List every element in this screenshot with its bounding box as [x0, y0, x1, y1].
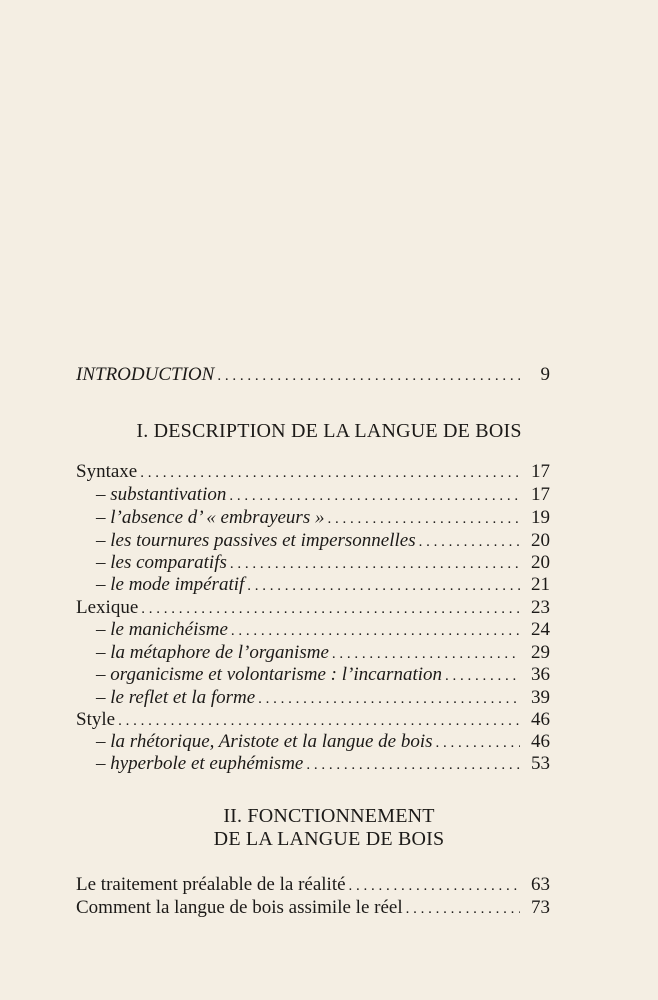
dot-leader — [141, 598, 520, 620]
toc-entry — [96, 530, 550, 553]
toc-entry-label: – l’absence d’ « embrayeurs » — [96, 507, 325, 528]
toc-entry-page-number: 36 — [531, 664, 550, 685]
toc-entry-page-number: 46 — [531, 709, 550, 730]
toc-entry-label: Syntaxe — [76, 461, 138, 482]
dot-leader — [217, 365, 520, 387]
dot-leader — [247, 575, 520, 597]
toc-entry-page-number: 20 — [531, 552, 550, 573]
part-two-heading-line2: DE LA LANGUE DE BOIS — [213, 828, 445, 850]
toc-entry — [76, 709, 550, 732]
toc-entry — [96, 664, 550, 687]
toc-entry-label: – le manichéisme — [96, 619, 228, 640]
toc-entry — [76, 874, 550, 897]
dot-leader — [349, 875, 520, 897]
toc-entry — [96, 552, 550, 575]
toc-entry-page-number: 53 — [531, 753, 550, 774]
part-two-heading-line1: II. FONCTIONNEMENT — [223, 805, 435, 827]
toc-entry-page-number: 29 — [531, 642, 550, 663]
toc-entry-page-number: 21 — [531, 574, 550, 595]
toc-entry-label: – la rhétorique, Aristote et la langue de bois — [96, 731, 433, 752]
dot-leader — [406, 898, 520, 920]
dot-leader — [118, 710, 520, 732]
toc-entry-label: – le reflet et la forme — [96, 687, 256, 708]
dot-leader — [327, 508, 520, 530]
toc-entry-page-number: 9 — [540, 364, 550, 385]
toc-entry-label: – la métaphore de l’organisme — [96, 642, 329, 663]
toc-entry — [76, 897, 550, 920]
toc-entry-page-number: 39 — [531, 687, 550, 708]
toc-entry-page-number: 73 — [531, 897, 550, 918]
toc-entry-label: – le mode impératif — [96, 574, 245, 595]
dot-leader — [229, 485, 520, 507]
toc-entry-label: – substantivation — [96, 484, 227, 505]
toc-entry-label: Le traitement préalable de la réalité — [76, 874, 346, 895]
toc-entry-label: – les comparatifs — [96, 552, 227, 573]
toc-entry-page-number: 46 — [531, 731, 550, 752]
toc-entry — [96, 753, 550, 776]
dot-leader — [306, 754, 520, 776]
dot-leader — [230, 553, 520, 575]
toc-entry — [96, 507, 550, 530]
toc-entry — [96, 687, 550, 710]
toc-entry-page-number: 20 — [531, 530, 550, 551]
toc-entry-introduction — [76, 364, 550, 387]
dot-leader — [436, 732, 520, 754]
dot-leader — [231, 620, 520, 642]
toc-entry — [76, 461, 550, 484]
dot-leader — [258, 688, 520, 710]
toc-entry-page-number: 23 — [531, 597, 550, 618]
toc-entry — [96, 619, 550, 642]
toc-entry-label: Style — [76, 709, 116, 730]
toc-entry-label: Comment la langue de bois assimile le réel — [76, 897, 403, 918]
toc-entry-label: – hyperbole et euphémisme — [96, 753, 304, 774]
dot-leader — [140, 462, 520, 484]
toc-entry — [96, 574, 550, 597]
toc-entry — [96, 642, 550, 665]
toc-entry-page-number: 19 — [531, 507, 550, 528]
toc-entry-page-number: 24 — [531, 619, 550, 640]
toc-entry-page-number: 63 — [531, 874, 550, 895]
toc-entry-label: – organicisme et volontarisme : l’incarnation — [96, 664, 442, 685]
toc-entry — [96, 484, 550, 507]
toc-entry — [96, 731, 550, 754]
dot-leader — [332, 643, 520, 665]
toc-entry-label: INTRODUCTION — [76, 364, 215, 385]
toc-entry-page-number: 17 — [531, 484, 550, 505]
dot-leader — [419, 531, 520, 553]
toc-entry — [76, 597, 550, 620]
toc-entry-label: – les tournures passives et impersonnelles — [96, 530, 416, 551]
dot-leader — [445, 665, 520, 687]
toc-entry-label: Lexique — [76, 597, 139, 618]
part-one-heading: I. DESCRIPTION DE LA LANGUE DE BOIS — [136, 420, 522, 442]
toc-entry-page-number: 17 — [531, 461, 550, 482]
